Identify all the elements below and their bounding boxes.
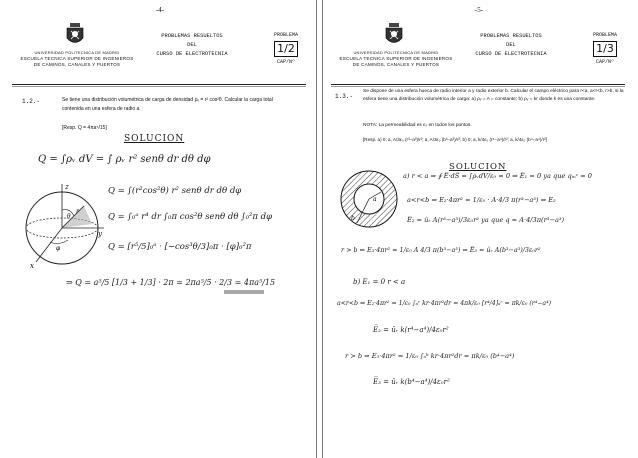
solution-line-3: E̅₂ = ûᵣ A(r³−a³)/3ε₀r² ya que q = A·4/3π(r³−a³): [407, 216, 565, 224]
phi-label: φ: [56, 245, 61, 252]
solution-title: SOLUCION: [124, 134, 185, 144]
course-line2: DEL: [187, 42, 197, 48]
hollow-sphere-figure: [337, 168, 401, 230]
outer-radius-label: b: [351, 215, 355, 222]
problem-label: PROBLEMA: [592, 32, 617, 38]
header-divider-secondary: [12, 86, 306, 87]
solution-line-1: a) r < a ⇒ ∮ E̅·dS̅ = ∫ρᵥdV/ε₀ = 0 ⇒ E̅₁ = 0 ya que qᵢₙᶜ = 0: [403, 172, 592, 180]
course-title: [463, 32, 559, 59]
solution-line-9: E̅₃ = ûᵣ k(b⁴−a⁴)/4ε₀r²: [373, 378, 450, 386]
university-name: [12, 50, 142, 68]
university-line3: DE CAMINOS, CANALES Y PUERTOS: [33, 62, 121, 67]
solution-line-7: E̅₂ = ûᵣ k(r⁴−a⁴)/4ε₀r²: [373, 326, 449, 334]
university-name: [331, 50, 461, 68]
right-page: [322, 0, 635, 458]
y-axis-label: y: [98, 230, 102, 238]
problem-statement: Se tiene una distribución volumétrica de carga de densidad ρᵥ = r² cos²θ. Calcular la carga total contenida en una esfera de radio a.: [62, 97, 273, 112]
solution-line-4: Q = [r⁵/5]₀ᵃ · [−cos³θ/3]₀π · [φ]₀²π: [108, 242, 252, 252]
problem-code: CAP/Nº: [276, 59, 295, 65]
note: NOTA: La permeabilidad es ε₀ en todos los puntos.: [363, 123, 472, 128]
course-line1: PROBLEMAS RESUELTOS: [480, 33, 542, 39]
problem-label: PROBLEMA: [273, 32, 298, 38]
course-line3: CURSO DE ELECTROTECNIA: [156, 51, 228, 57]
course-line3: CURSO DE ELECTROTECNIA: [475, 51, 547, 57]
solution-line-3: Q = ∫₀ᵃ r⁴ dr ∫₀π cos²θ senθ dθ ∫₀²π dφ: [108, 212, 273, 222]
theta-label: θ: [67, 213, 71, 220]
problem-statement: Se dispone de una esfera hueca de radio interior a y radio exterior b. Calcular el campo eléctrico para r<a, a<r<b, r>b, si la esfera tiene una distribución volumétrica de carga: a) ρᵥ = A = constante; b) ρᵥ = kr donde k es una constante.: [363, 89, 624, 102]
answer: [Resp. a) 0; a, A/3ε₀ (r³−a³)/r²; a, A/3ε₀ (b³−a³)/r²; b) 0; a, k/4ε₀ (r⁴−a⁴)/r²; a, k/4ε₀ (b⁴−a⁴)/r²]: [363, 137, 548, 142]
r-label: r: [76, 208, 79, 215]
left-page: [4, 0, 317, 458]
header-divider: [331, 84, 625, 85]
course-title: [144, 32, 240, 59]
problem-box: [266, 32, 306, 65]
solution-line-5: b) E₁ = 0 r < a: [353, 278, 406, 286]
solution-line-1: Q = ∫ρᵥ dV = ∫ ρᵥ r² senθ dr dθ dφ: [38, 154, 211, 165]
page-header: [331, 22, 625, 78]
solution-result: ⇒ Q = a⁵/5 [1/3 + 1/3] · 2π = 2πa⁵/5 · 2/3 = 4πa⁵/15: [66, 278, 276, 287]
inner-radius-label: a: [373, 196, 377, 203]
header-divider-secondary: [331, 86, 625, 87]
solution-title: SOLUCION: [449, 162, 507, 172]
problem-id: 1.3.-: [335, 93, 354, 100]
course-line2: DEL: [506, 42, 516, 48]
university-line2: ESCUELA TECNICA SUPERIOR DE INGENIEROS: [20, 56, 134, 61]
page-number: -5-: [474, 6, 484, 14]
university-crest-icon: [383, 22, 405, 48]
problem-code: CAP/Nº: [595, 59, 614, 65]
solution-line-6: a<r<b ⇒ E₂·4πr² = 1/ε₀ ∫ₐʳ kr·4πr²dr = 4πk/ε₀ [r⁴/4]ₐʳ = πk/ε₀ (r⁴−a⁴): [337, 300, 551, 307]
answer: [Resp. Q = 4πa⁵/15]: [62, 125, 107, 131]
problem-number: 1/3: [593, 41, 617, 57]
solution-line-2: Q = ∫(r²cos²θ) r² senθ dr dθ dφ: [108, 186, 242, 196]
z-axis-label: z: [65, 183, 69, 191]
sphere-figure: [18, 180, 108, 272]
course-line1: PROBLEMAS RESUELTOS: [161, 33, 223, 39]
header-divider: [12, 84, 306, 85]
university-line1: UNIVERSIDAD POLITECNICA DE MADRID: [34, 50, 120, 55]
result-underline: [224, 290, 264, 294]
university-line2: ESCUELA TECNICA SUPERIOR DE INGENIEROS: [339, 56, 453, 61]
university-crest-icon: [64, 22, 86, 48]
x-axis-label: x: [30, 262, 34, 270]
solution-line-8: r > b ⇒ E₃·4πr² = 1/ε₀ ∫ₐᵇ kr·4πr²dr = πk/ε₀ (b⁴−a⁴): [345, 352, 515, 360]
solution-line-2: a<r<b ⇒ E₂·4πr² = 1/ε₀ · A·4/3 π(r³−a³) ⇒ E₂: [407, 196, 556, 204]
problem-box: [585, 32, 625, 65]
page-number: -4-: [155, 6, 165, 14]
university-line3: DE CAMINOS, CANALES Y PUERTOS: [352, 62, 440, 67]
problem-id: 1.2.-: [22, 98, 41, 105]
solution-line-4: r > b ⇒ E₃·4πr² = 1/ε₀ A 4/3 π(b³−a³) ⇒ E̅₃ = ûᵣ A(b³−a³)/3ε₀r²: [341, 246, 541, 254]
problem-number: 1/2: [274, 41, 298, 57]
page-header: [12, 22, 306, 78]
university-line1: UNIVERSIDAD POLITECNICA DE MADRID: [353, 50, 439, 55]
